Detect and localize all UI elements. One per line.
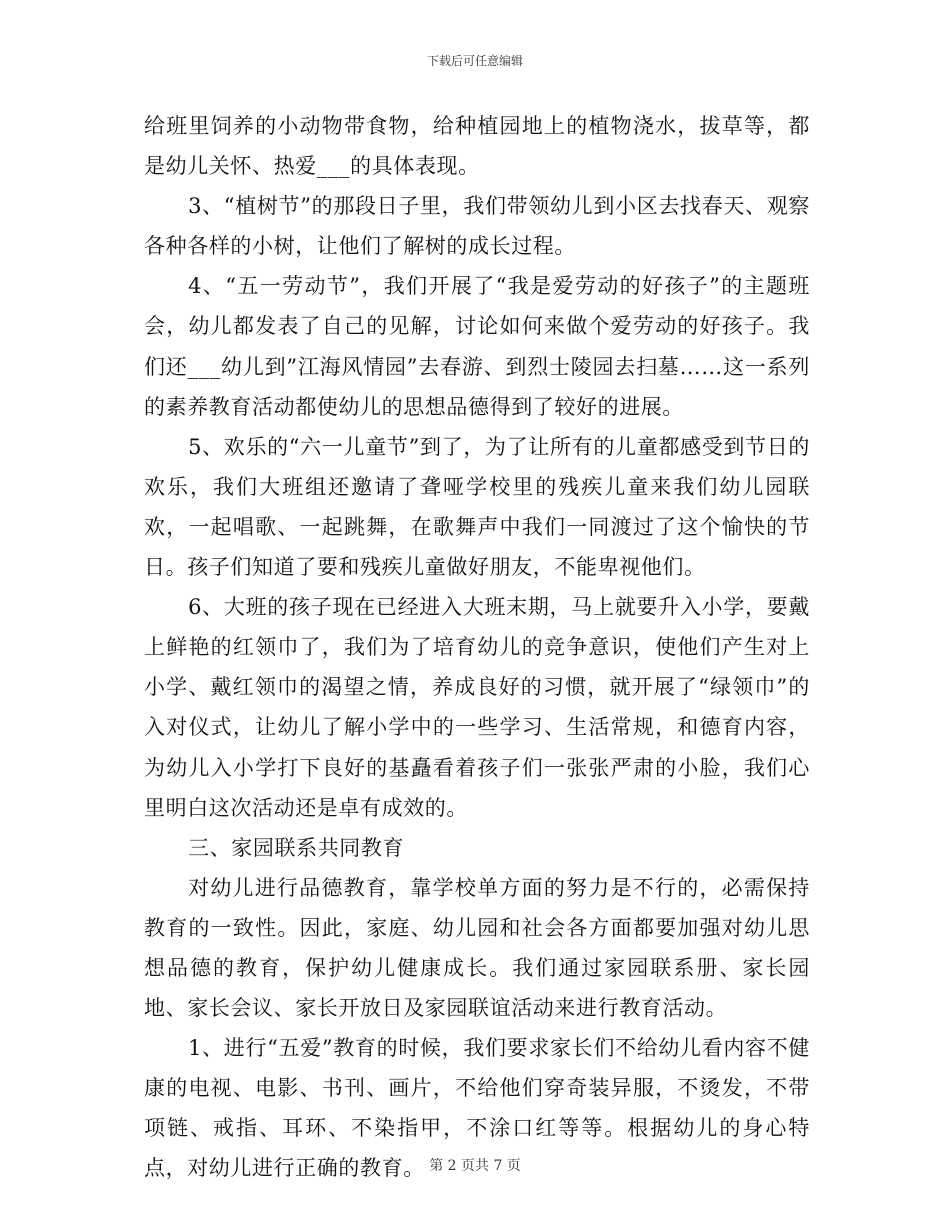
page-footer: 第 2 页共 7 页 bbox=[429, 1158, 521, 1174]
paragraph-labor-day: 4、“五一劳动节”，我们开展了“我是爱劳动的好孩子”的主题班会，幼儿都发表了自己的见解，讨论如何来做个爱劳动的好孩子。我们还___幼儿到”江海风情园”去春游、到烈士陵园去扫墓……这一系列的素养教育活动都使幼儿的思想品德得到了较好的进展。 bbox=[144, 274, 810, 419]
page-header: 下载后可任意编辑 bbox=[426, 54, 523, 68]
paragraph-childrens-day: 5、欢乐的“六一儿童节”到了，为了让所有的儿童都感受到节日的欢乐，我们大班组还邀请了聋哑学校里的残疾儿童来我们幼儿园联欢，一起唱歌、一起跳舞，在歌舞声中我们一同渡过了这个愉快的节日。孩子们知道了要和残疾儿童做好朋友，不能卑视他们。 bbox=[144, 434, 810, 580]
paragraph-five-loves: 1、进行“五爱”教育的时候，我们要求家长们不给幼儿看内容不健康的电视、电影、书刊、画片，不给他们穿奇装异服，不烫发，不带项链、戒指、耳环、不染指甲，不涂口红等等。根据幼儿的身心特点，对幼儿进行正确的教育。 bbox=[144, 1036, 810, 1181]
section-heading-home-school: 三、家园联系共同教育 bbox=[188, 835, 405, 860]
paragraph-continuation: 给班里饲养的小动物带食物，给种植园地上的植物浇水，拔草等，都是幼儿关怀、热爱___的具体表现。 bbox=[144, 114, 810, 179]
paragraph-arbor-day: 3、“植树节”的那段日子里，我们带领幼儿到小区去找春天、观察各种各样的小树，让他们了解树的成长过程。 bbox=[144, 194, 810, 259]
paragraph-home-school-intro: 对幼儿进行品德教育，靠学校单方面的努力是不行的，必需保持教育的一致性。因此，家庭、幼儿园和社会各方面都要加强对幼儿思想品德的教育，保护幼儿健康成长。我们通过家园联系册、家长园地、家长会议、家长开放日及家园联谊活动来进行教育活动。 bbox=[144, 875, 810, 1021]
document-body bbox=[144, 106, 810, 1189]
paragraph-green-scarf: 6、大班的孩子现在已经进入大班末期，马上就要升入小学，要戴上鲜艳的红领巾了，我们为了培育幼儿的竞争意识，使他们产生对上小学、戴红领巾的渴望之情，养成良好的习惯，就开展了“绿领巾”的入对仪式，让幼儿了解小学中的一些学习、生活常规，和德育内容，为幼儿入小学打下良好的基矗看着孩子们一张张严肃的小脸，我们心里明白这次活动还是卓有成效的。 bbox=[144, 595, 810, 820]
